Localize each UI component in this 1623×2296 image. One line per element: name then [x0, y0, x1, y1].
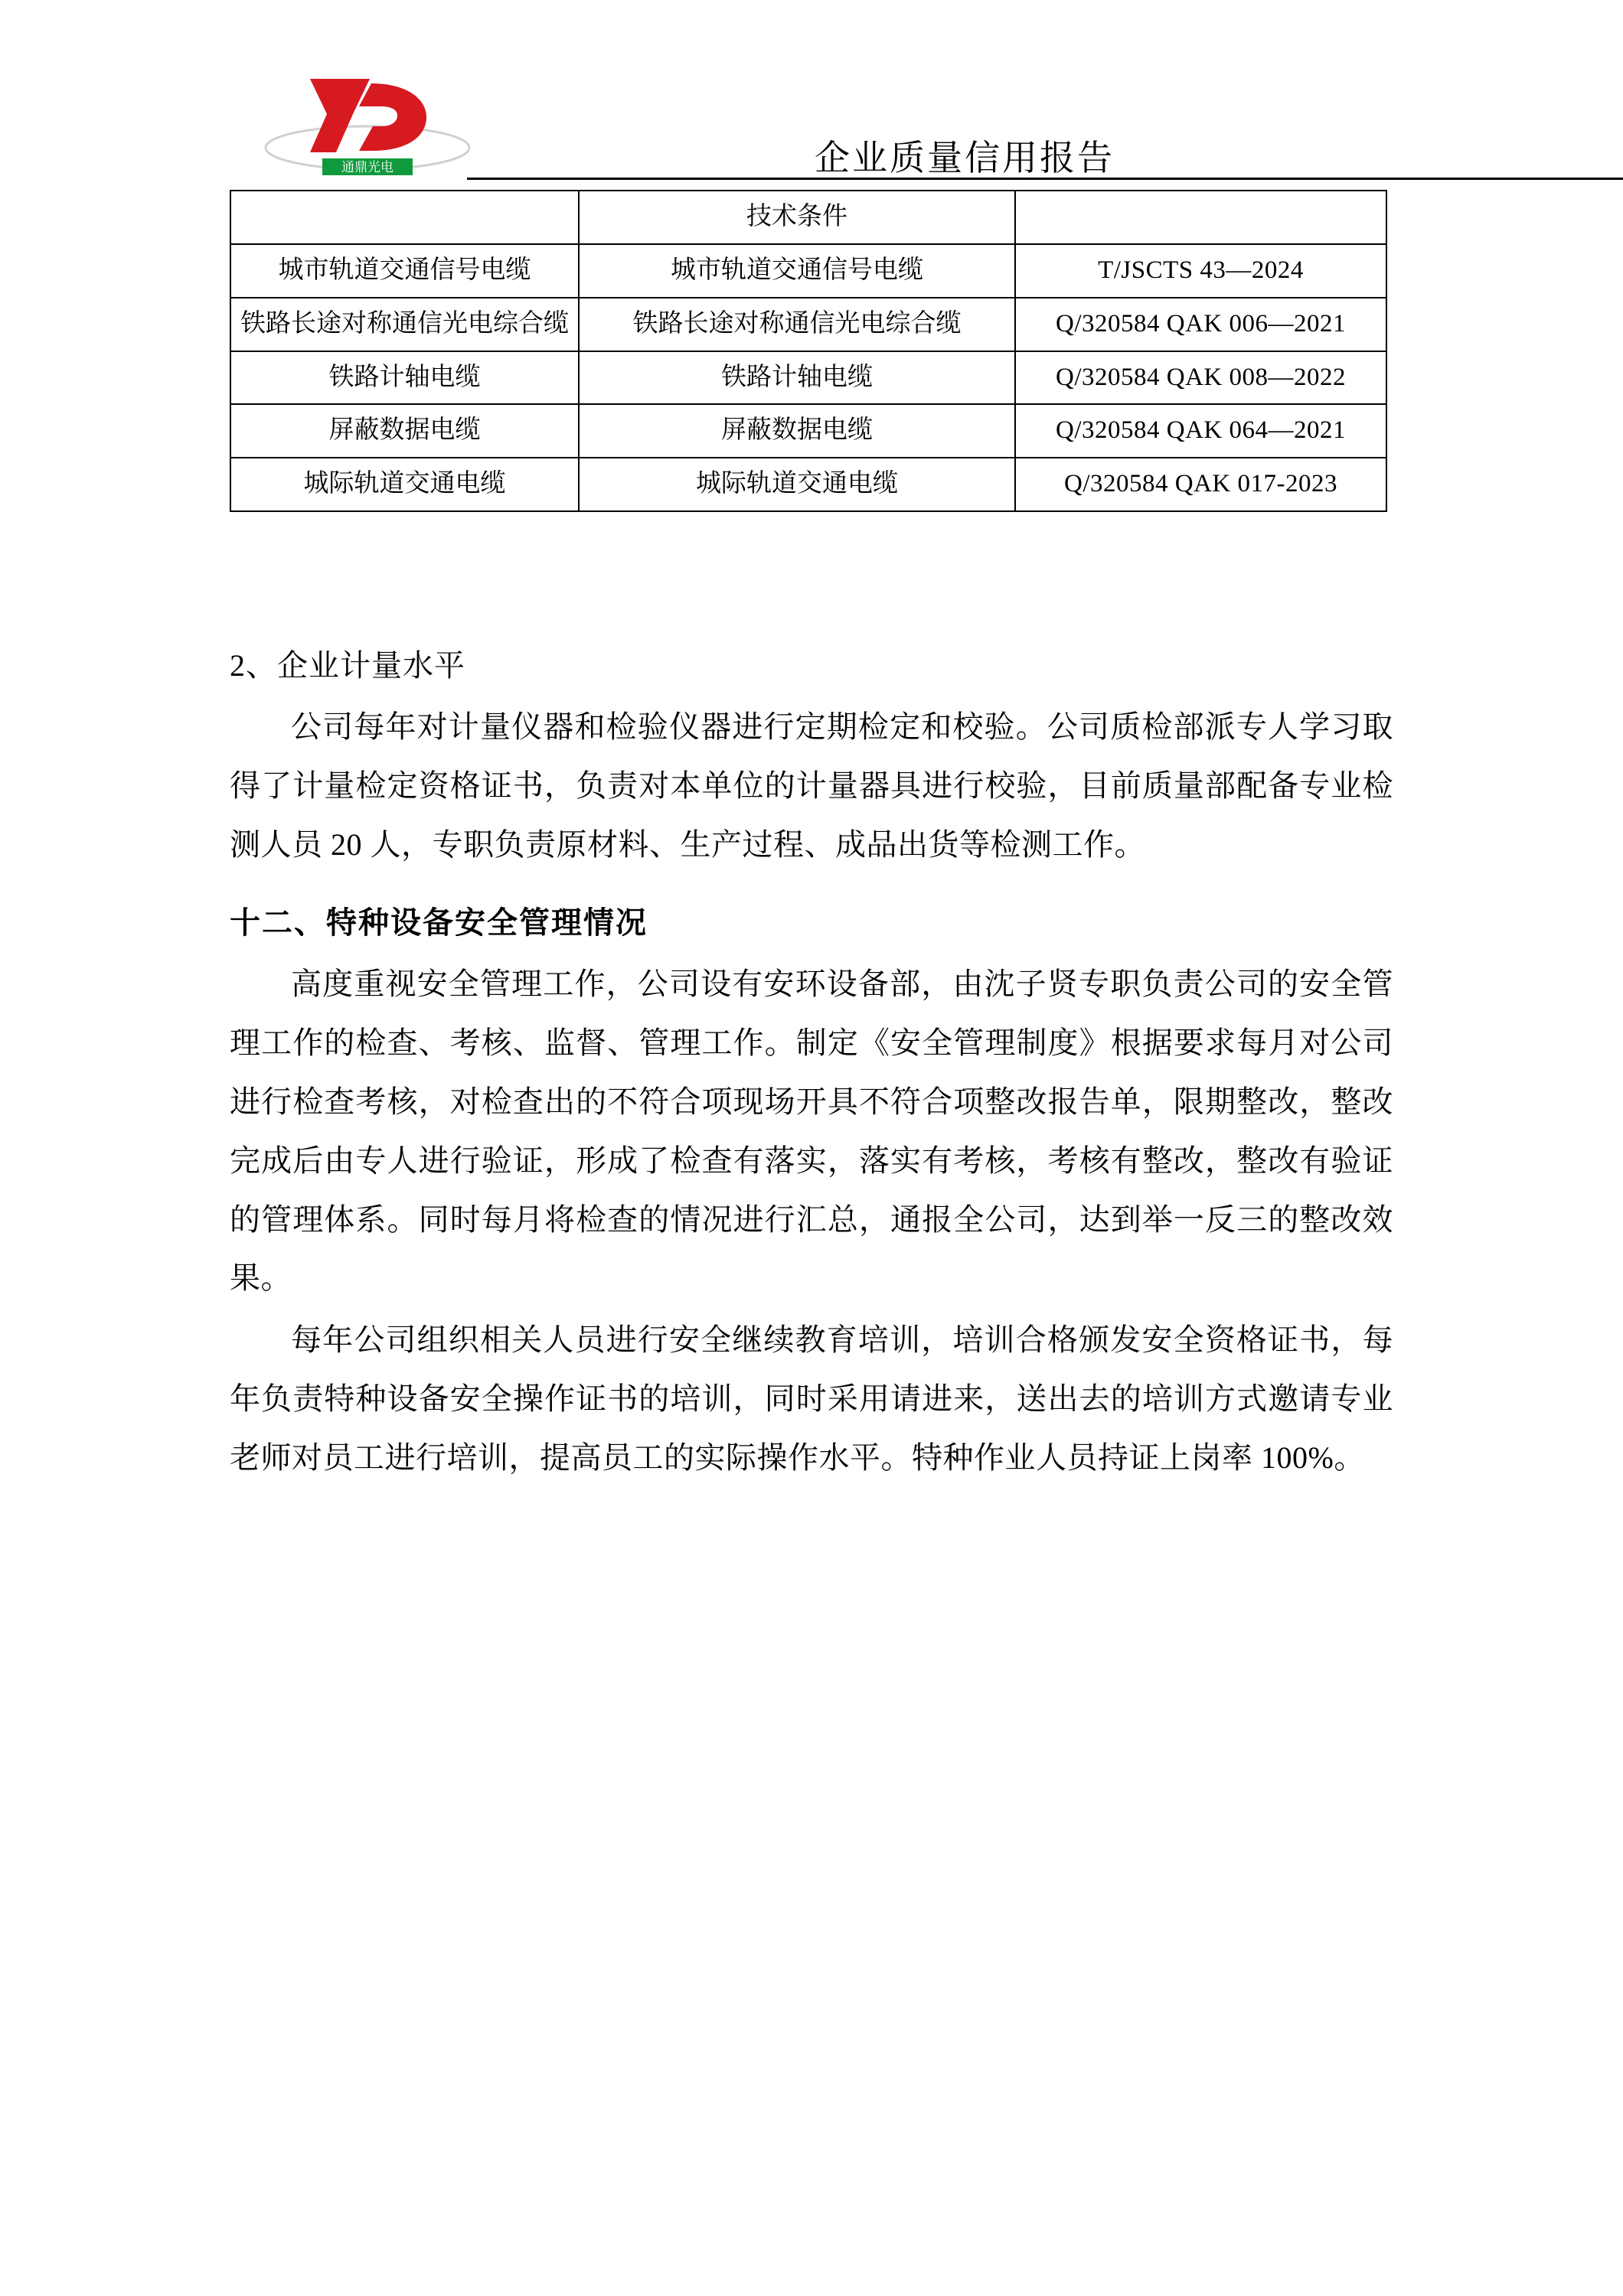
- cell-tech-condition: 铁路计轴电缆: [579, 351, 1015, 405]
- cell-product: 屏蔽数据电缆: [230, 404, 579, 458]
- cell-tech-condition: 城市轨道交通信号电缆: [579, 244, 1015, 298]
- table-row: [230, 244, 1386, 298]
- cell-standard-code: Q/320584 QAK 006—2021: [1015, 298, 1386, 351]
- section-heading-measurement: 2、企业计量水平: [230, 648, 465, 683]
- cell-standard-code: [1015, 191, 1386, 244]
- paragraph-measurement: 公司每年对计量仪器和检验仪器进行定期检定和校验。公司质检部派专人学习取得了计量检定资格证书，负责对本单位的计量器具进行校验，目前质量部配备专业检测人员 20 人，专职负责原材料、生产过程、成品出货等检测工作。: [230, 709, 1393, 862]
- document-header: [237, 0, 1478, 178]
- table-row: [230, 351, 1386, 405]
- document-body: [230, 628, 1393, 1491]
- cell-product: 铁路计轴电缆: [230, 351, 579, 405]
- standards-table: [230, 190, 1387, 512]
- cell-standard-code: Q/320584 QAK 017-2023: [1015, 458, 1386, 511]
- cell-tech-condition: 城际轨道交通电缆: [579, 458, 1015, 511]
- cell-product: 城市轨道交通信号电缆: [230, 244, 579, 298]
- table-row: [230, 404, 1386, 458]
- company-logo-icon: [256, 73, 478, 184]
- cell-standard-code: T/JSCTS 43—2024: [1015, 244, 1386, 298]
- paragraph-safety-training: 每年公司组织相关人员进行安全继续教育培训，培训合格颁发安全资格证书，每年负责特种设备安全操作证书的培训，同时采用请进来，送出去的培训方式邀请专业老师对员工进行培训，提高员工的实际操作水平。特种作业人员持证上岗率 100%。: [230, 1322, 1393, 1475]
- title-divider: [467, 178, 1623, 180]
- cell-product: [230, 191, 579, 244]
- cell-product: 铁路长途对称通信光电综合缆: [230, 298, 579, 351]
- paragraph-safety-management: 高度重视安全管理工作，公司设有安环设备部，由沈子贤专职负责公司的安全管理工作的检查、考核、监督、管理工作。制定《安全管理制度》根据要求每月对公司进行检查考核，对检查出的不符合项现场开具不符合项整改报告单，限期整改，整改完成后由专人进行验证，形成了检查有落实，落实有考核，考核有整改，整改有验证的管理体系。同时每月将检查的情况进行汇总，通报全公司，达到举一反三的整改效果。: [230, 967, 1393, 1296]
- section-heading-special-equipment: 十二、特种设备安全管理情况: [230, 905, 648, 941]
- svg-text:通鼎光电: 通鼎光电: [341, 160, 394, 174]
- table-row: [230, 458, 1386, 511]
- page-title: 企业质量信用报告: [815, 139, 1115, 178]
- table-row: [230, 298, 1386, 351]
- cell-tech-condition: 铁路长途对称通信光电综合缆: [579, 298, 1015, 351]
- cell-standard-code: Q/320584 QAK 064—2021: [1015, 404, 1386, 458]
- cell-product: 城际轨道交通电缆: [230, 458, 579, 511]
- table-row: [230, 191, 1386, 244]
- cell-tech-condition: 技术条件: [579, 191, 1015, 244]
- cell-standard-code: Q/320584 QAK 008—2022: [1015, 351, 1386, 405]
- cell-tech-condition: 屏蔽数据电缆: [579, 404, 1015, 458]
